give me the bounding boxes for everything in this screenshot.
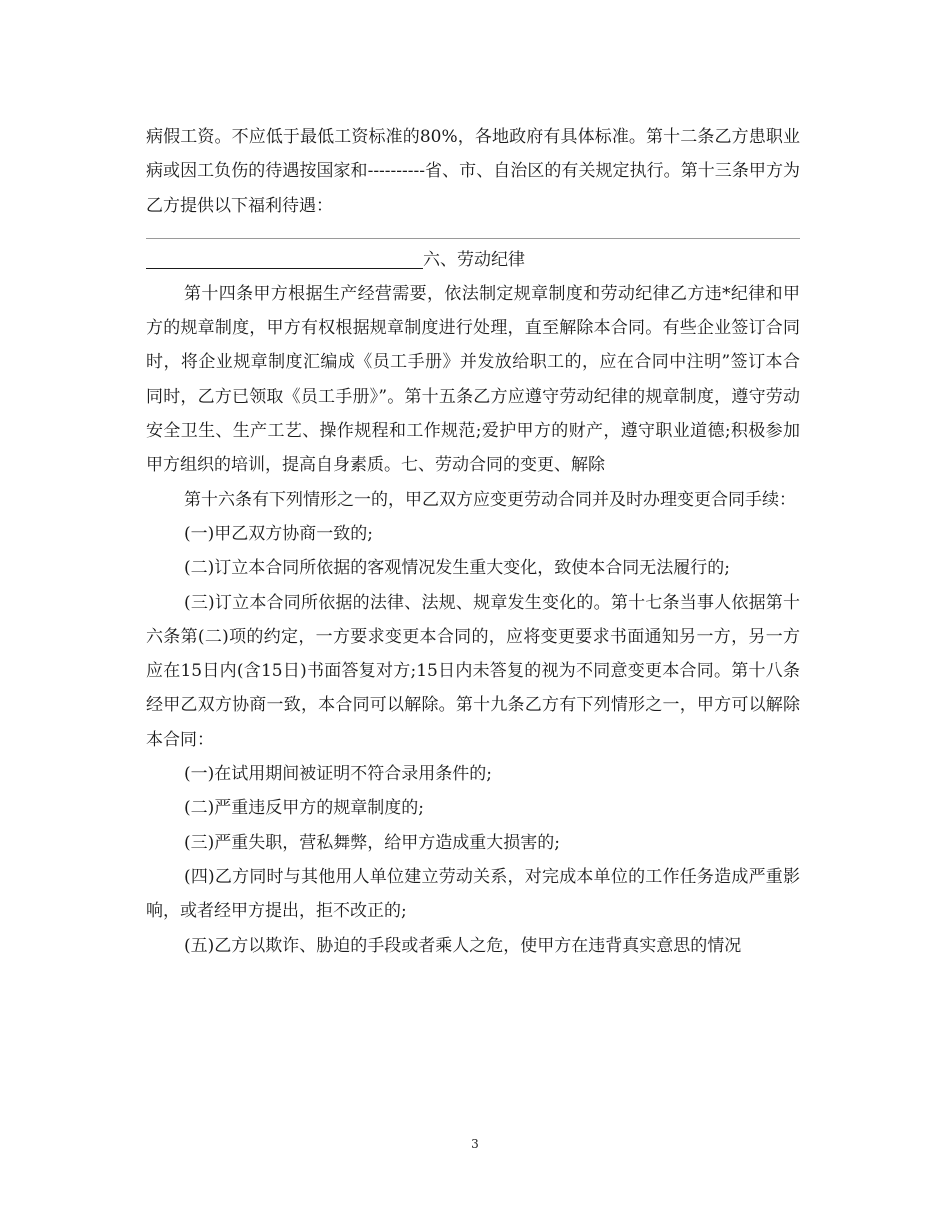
- list-item: (三)严重失职，营私舞弊，给甲方造成重大损害的;: [184, 832, 560, 853]
- list-item: (一)在试用期间被证明不符合录用条件的;: [184, 764, 492, 785]
- paragraph-article-14: 第十四条甲方根据生产经营需要，依法制定规章制度和劳动纪律乙方违*纪律和甲方的规章制度，甲方有权根据规章制度进行处理，直至解除本合同。有些企业签订合同时，将企业规章制度汇编成《员工手册》并发放给职工的，应在合同中注明”签订本合同时，乙方已领取《员工手册》”。第十五条乙方应遵守劳动纪律的规章制度，遵守劳动安全卫生、生产工艺、操作规程和工作规范;爱护甲方的财产，遵守职业道德;积极参加甲方组织的培训，提高自身素质。七、劳动合同的变更、解除: [146, 283, 800, 476]
- list-item: (二)严重违反甲方的规章制度的;: [184, 798, 424, 819]
- list-item: (五)乙方以欺诈、胁迫的手段或者乘人之危，使甲方在违背真实意思的情况: [184, 935, 742, 956]
- list-item: (一)甲乙双方协商一致的;: [184, 523, 373, 544]
- list-item: (四)乙方同时与其他用人单位建立劳动关系，对完成本单位的工作任务造成严重影响，或者经甲方提出，拒不改正的;: [146, 866, 800, 922]
- blank-underline: [146, 267, 423, 269]
- document-body: [146, 120, 800, 963]
- section-heading-row: [146, 243, 800, 277]
- list-item: (二)订立本合同所依据的客观情况发生重大变化，致使本合同无法履行的;: [184, 558, 730, 579]
- page-number: 3: [471, 1137, 479, 1151]
- paragraph-article-16: 第十六条有下列情形之一的，甲乙双方应变更劳动合同并及时办理变更合同手续：: [184, 489, 796, 510]
- list-item: (三)订立本合同所依据的法律、法规、规章发生变化的。第十七条当事人依据第十六条第(二)项的约定，一方要求变更本合同的，应将变更要求书面通知另一方，另一方应在15日内(含15日)书面答复对方;15日内未答复的视为不同意变更本合同。第十八条经甲乙双方协商一致，本合同可以解除。第十九条乙方有下列情形之一，甲方可以解除本合同：: [146, 592, 800, 750]
- fill-in-line: [146, 238, 800, 239]
- paragraph-sick-pay: 病假工资。不应低于最低工资标准的80%，各地政府有具体标准。第十二条乙方患职业病或因工负伤的待遇按国家和----------省、市、自治区的有关规定执行。第十三条甲方为乙方提供以下福利待遇：: [146, 127, 800, 216]
- section-title-labor-discipline: 六、劳动纪律: [423, 249, 525, 270]
